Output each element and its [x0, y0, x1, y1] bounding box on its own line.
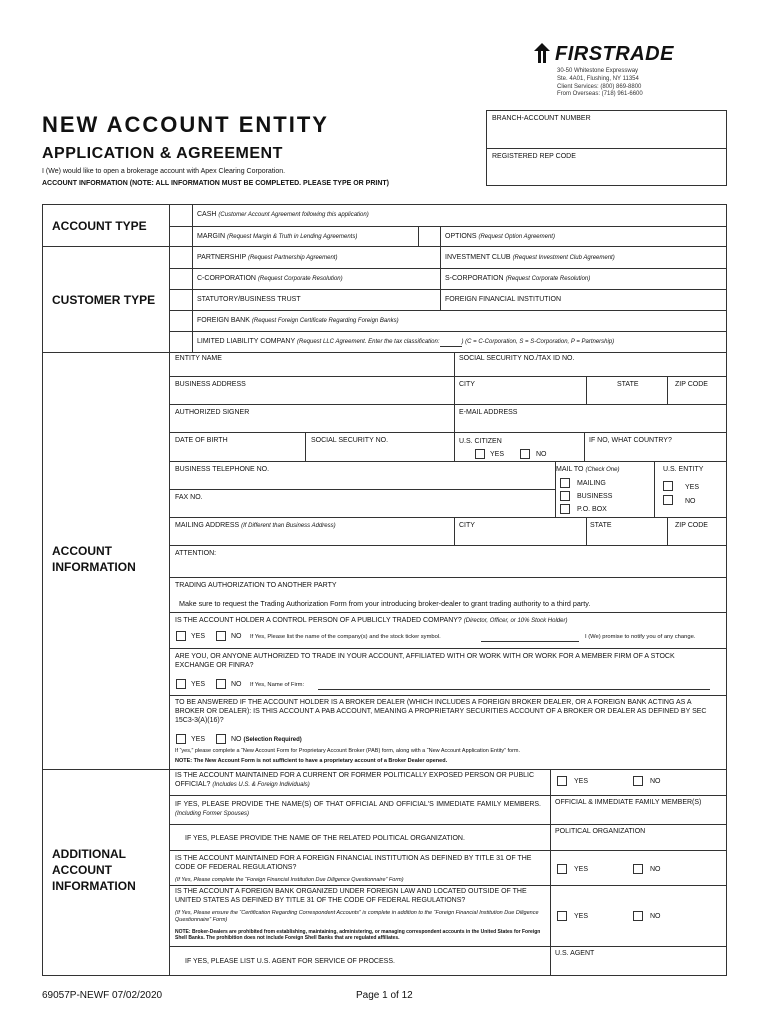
bank-yes-checkbox[interactable] — [557, 911, 567, 921]
llc-codes: ) (C = C-Corporation, S = S-Corporation, P = Partnership) — [461, 339, 615, 345]
affil-firm-input[interactable] — [318, 689, 710, 690]
mailing-state-field[interactable]: STATE — [590, 522, 612, 529]
ssn-field[interactable]: SOCIAL SECURITY NO. — [311, 437, 389, 444]
trading-auth-note: Make sure to request the Trading Authorization Form from your introducing broker-dealer to grant trading authority to a third party. — [179, 599, 591, 608]
partnership-note: (Request Partnership Agreement) — [247, 255, 338, 261]
brand-address — [557, 68, 643, 99]
political-org-field[interactable]: POLITICAL ORGANIZATION — [555, 828, 646, 835]
mailing-address-label: MAILING ADDRESS — [175, 522, 240, 529]
pab-no-text: NO — [231, 736, 242, 743]
citizen-no-label: NO — [536, 451, 547, 458]
ffi-option[interactable]: FOREIGN FINANCIAL INSTITUTION — [445, 296, 562, 303]
zip-field[interactable]: ZIP CODE — [675, 381, 708, 388]
mailing-address-field[interactable] — [175, 522, 336, 531]
mail-mailing-checkbox[interactable] — [560, 478, 570, 488]
mailing-city-field[interactable]: CITY — [459, 522, 475, 529]
s-corp-option[interactable] — [445, 275, 590, 284]
pep-q-text: IS THE ACCOUNT MAINTAINED FOR A CURRENT OR FORMER POLITICALLY EXPOSED PERSON OR PUBLIC OFFICIAL? — [175, 772, 535, 788]
selection-required-note: (Selection Required) — [243, 737, 302, 743]
control-yes-checkbox[interactable] — [176, 631, 186, 641]
state-field[interactable]: STATE — [617, 381, 639, 388]
ccorp-label: C-CORPORATION — [197, 275, 256, 282]
ccorp-note: (Request Corporate Resolution) — [257, 276, 343, 282]
club-label: INVESTMENT CLUB — [445, 254, 511, 261]
pab-yes-label: YES — [191, 736, 206, 743]
citizen-no-checkbox[interactable] — [520, 449, 530, 459]
pep-no-label: NO — [650, 778, 661, 785]
control-promise-text: I (We) promise to notify you of any change. — [585, 634, 696, 640]
pab-no-checkbox[interactable] — [216, 734, 226, 744]
form-code: 69057P-NEWF 07/02/2020 — [42, 990, 163, 1001]
pep-note: (Includes U.S. & Foreign Individuals) — [212, 781, 310, 788]
control-company-input[interactable] — [481, 641, 579, 642]
pep-names-note: (Including Former Spouses) — [175, 810, 250, 817]
address-line: Client Services: (800) 869-8800 — [557, 83, 642, 90]
mailing-address-note: (If Different than Business Address) — [241, 523, 336, 529]
us-citizen-label: U.S. CITIZEN — [459, 438, 502, 445]
options-option[interactable] — [445, 233, 555, 242]
pep-names-text: IF YES, PLEASE PROVIDE THE NAME(S) OF THAT OFFICIAL AND OFFICIAL'S IMMEDIATE FAMILY MEMBERS. — [175, 801, 541, 808]
account-type-heading: ACCOUNT TYPE — [52, 219, 147, 233]
margin-label: MARGIN — [197, 233, 225, 240]
options-label: OPTIONS — [445, 233, 477, 240]
control-no-label: NO — [231, 633, 242, 640]
city-field[interactable]: CITY — [459, 381, 475, 388]
affil-no-checkbox[interactable] — [216, 679, 226, 689]
citizen-yes-checkbox[interactable] — [475, 449, 485, 459]
entity-name-field[interactable]: ENTITY NAME — [175, 355, 222, 362]
llc-option[interactable] — [197, 338, 614, 347]
mail-to-text: MAIL TO — [556, 466, 584, 473]
additional-info-heading: ADDITIONAL ACCOUNT INFORMATION — [52, 847, 136, 894]
affil-yes-label: YES — [191, 681, 206, 688]
ssn-tax-field[interactable]: SOCIAL SECURITY NO./TAX ID NO. — [459, 355, 575, 362]
address-line: Ste. 4A01, Flushing, NY 11354 — [557, 75, 639, 82]
control-person-question — [175, 617, 567, 626]
check-one-note: (Check One) — [585, 467, 620, 473]
pab-yes-checkbox[interactable] — [176, 734, 186, 744]
control-no-checkbox[interactable] — [216, 631, 226, 641]
partnership-label: PARTNERSHIP — [197, 254, 247, 261]
address-line: 30-50 Whitestone Expressway — [557, 68, 639, 74]
intro-text: I (We) would like to open a brokerage account with Apex Clearing Corporation. — [42, 168, 286, 175]
club-note: (Request Investment Club Agreement) — [512, 255, 615, 261]
firstrade-logo-icon — [531, 42, 553, 64]
investment-club-option[interactable] — [445, 254, 615, 263]
bank-no-checkbox[interactable] — [633, 911, 643, 921]
phone-field[interactable]: BUSINESS TELEPHONE NO. — [175, 466, 270, 473]
instruction-note: ACCOUNT INFORMATION (NOTE: ALL INFORMATION MUST BE COMPLETED. PLEASE TYPE OR PRINT) — [42, 180, 390, 187]
trading-auth-heading: TRADING AUTHORIZATION TO ANOTHER PARTY — [175, 582, 337, 589]
address-line: From Overseas: (718) 961-6600 — [557, 91, 643, 98]
dob-field[interactable]: DATE OF BIRTH — [175, 437, 228, 444]
us-entity-no-checkbox[interactable] — [663, 495, 673, 505]
broker-dealer-question: TO BE ANSWERED IF THE ACCOUNT HOLDER IS A BROKER DEALER (WHICH INCLUDES A FOREIGN BROKER DEALER, OR A FOREIGN BANK ACTING AS A BROKER OR DEALER): IS THIS ACCOUNT A PAB ACCOUNT, MEANING A PROPRIETARY SECURITIES ACCOUNT OF A BROKER OR DEALER AS DEFINED BY SEC 15C3-3(A)(16)? — [175, 699, 707, 724]
bank-no-label: NO — [650, 913, 661, 920]
bank-yes-label: YES — [574, 913, 589, 920]
control-q-text: IS THE ACCOUNT HOLDER A CONTROL PERSON OF A PUBLICLY TRADED COMPANY? — [175, 617, 462, 624]
affil-no-label: NO — [231, 681, 242, 688]
ffi-no-label: NO — [650, 866, 661, 873]
ffi-note: (If Yes, Please complete the “Foreign Financial Institution Due Diligence Questionnaire” Form) — [175, 877, 404, 883]
ffi-question: IS THE ACCOUNT MAINTAINED FOR A FOREIGN FINANCIAL INSTITUTION AS DEFINED BY TITLE 31 OF THE CODE OF FEDERAL REGULATIONS? — [175, 855, 532, 871]
page-number: Page 1 of 12 — [356, 990, 413, 1001]
account-information-heading: ACCOUNT INFORMATION — [52, 544, 136, 575]
us-agent-field[interactable]: U.S. AGENT — [555, 950, 595, 957]
citizen-yes-label: YES — [490, 451, 505, 458]
tax-classification-input[interactable] — [440, 339, 462, 347]
control-q-note: (Director, Officer, or 10% Stock Holder) — [463, 618, 568, 624]
ffi-no-checkbox[interactable] — [633, 864, 643, 874]
po-box-label: P.O. BOX — [577, 506, 607, 513]
authorized-signer-field[interactable]: AUTHORIZED SIGNER — [175, 409, 250, 416]
pep-yes-checkbox[interactable] — [557, 776, 567, 786]
pep-question — [175, 772, 545, 790]
cash-option[interactable] — [197, 211, 369, 220]
pep-yes-label: YES — [574, 778, 589, 785]
mail-po-box-checkbox[interactable] — [560, 504, 570, 514]
affil-yes-checkbox[interactable] — [176, 679, 186, 689]
us-entity-label: U.S. ENTITY — [663, 466, 704, 473]
foreign-bank-option[interactable] — [197, 317, 399, 326]
pab-no-label — [231, 736, 302, 745]
margin-option[interactable] — [197, 233, 357, 242]
c-corp-option[interactable] — [197, 275, 343, 284]
foreign-bank-note: (If Yes, Please ensure the “Certification Regarding Correspondent Accounts” is complete in addition to the “Foreign Financial Institution Due Diligence Questionnaire” Form) — [175, 910, 539, 923]
control-if-yes-text: If Yes, Please list the name of the company(s) and the stock ticker symbol. — [250, 634, 441, 640]
margin-note: (Request Margin & Truth in Lending Agreements) — [226, 234, 358, 240]
ffi-yes-checkbox[interactable] — [557, 864, 567, 874]
page-title: NEW ACCOUNT ENTITY — [42, 112, 329, 137]
trust-option[interactable]: STATUTORY/BUSINESS TRUST — [197, 296, 301, 303]
ffi-yes-label: YES — [574, 866, 589, 873]
foreign-bank-question: IS THE ACCOUNT A FOREIGN BANK ORGANIZED UNDER FOREIGN LAW AND LOCATED OUTSIDE OF THE UNITED STATES AS DEFINED BY TITLE 31 OF THE CODE OF FEDERAL REGULATIONS? — [175, 888, 527, 904]
us-agent-question: IF YES, PLEASE LIST U.S. AGENT FOR SERVICE OF PROCESS. — [185, 958, 395, 965]
mail-business-checkbox[interactable] — [560, 491, 570, 501]
brand-name: FIRSTRADE — [555, 43, 674, 65]
cash-note: (Customer Account Agreement following this application) — [218, 212, 369, 218]
options-note: (Request Option Agreement) — [478, 234, 555, 240]
llc-note: (Request LLC Agreement. Enter the tax classification: — [296, 339, 440, 345]
cash-label: CASH — [197, 211, 217, 218]
us-entity-yes-label: YES — [685, 484, 700, 491]
scorp-note: (Request Corporate Resolution) — [505, 276, 591, 282]
scorp-label: S-CORPORATION — [445, 275, 504, 282]
us-entity-no-label: NO — [685, 498, 696, 505]
mail-to-label — [556, 466, 619, 475]
partnership-option[interactable] — [197, 254, 337, 263]
political-org-question: IF YES, PLEASE PROVIDE THE NAME OF THE RELATED POLITICAL ORGANIZATION. — [185, 835, 465, 842]
brand-logo — [531, 42, 674, 66]
mailing-label: MAILING — [577, 480, 606, 487]
email-field[interactable]: E-MAIL ADDRESS — [459, 409, 518, 416]
country-field[interactable]: IF NO, WHAT COUNTRY? — [589, 437, 672, 444]
page-subtitle: APPLICATION & AGREEMENT — [42, 145, 283, 162]
branch-account-field[interactable]: BRANCH-ACCOUNT NUMBER — [492, 115, 591, 122]
business-address-field[interactable]: BUSINESS ADDRESS — [175, 381, 246, 388]
bank-label: FOREIGN BANK — [197, 317, 250, 324]
attention-field[interactable]: ATTENTION: — [175, 550, 217, 557]
affil-if-yes-text: If Yes, Name of Firm: — [250, 682, 305, 688]
pep-names-question — [175, 801, 541, 819]
pab-note-2: NOTE: The New Account Form is not sufficient to have a proprietary account of a Broker Dealer opened. — [175, 758, 448, 764]
foreign-bank-note-2: NOTE: Broker-Dealers are prohibited from establishing, maintaining, administering, or managing correspondent accounts in the United States for Foreign Shell Banks. The prohibition does not include Foreign Shell Banks that are regulated affiliates. — [175, 929, 541, 942]
affiliation-question: ARE YOU, OR ANYONE AUTHORIZED TO TRADE IN YOUR ACCOUNT, AFFILIATED WITH OR WORK WITH OR WORK FOR A MEMBER FIRM OF A STOCK EXCHANGE OR FINRA? — [175, 653, 675, 669]
registered-rep-field[interactable]: REGISTERED REP CODE — [492, 153, 576, 160]
official-family-field[interactable]: OFFICIAL & IMMEDIATE FAMILY MEMBER(S) — [555, 799, 702, 806]
us-entity-yes-checkbox[interactable] — [663, 481, 673, 491]
fax-field[interactable]: FAX NO. — [175, 494, 203, 501]
pab-note: If “yes,” please complete a “New Account Form for Proprietary Account Broker (PAB) form, along with a “New Account Application Entity” form. — [175, 748, 521, 754]
control-yes-label: YES — [191, 633, 206, 640]
bank-note: (Request Foreign Certificate Regarding Foreign Banks) — [251, 318, 399, 324]
pep-no-checkbox[interactable] — [633, 776, 643, 786]
llc-label: LIMITED LIABILITY COMPANY — [197, 338, 296, 345]
business-label: BUSINESS — [577, 493, 613, 500]
mailing-zip-field[interactable]: ZIP CODE — [675, 522, 708, 529]
customer-type-heading: CUSTOMER TYPE — [52, 293, 156, 307]
